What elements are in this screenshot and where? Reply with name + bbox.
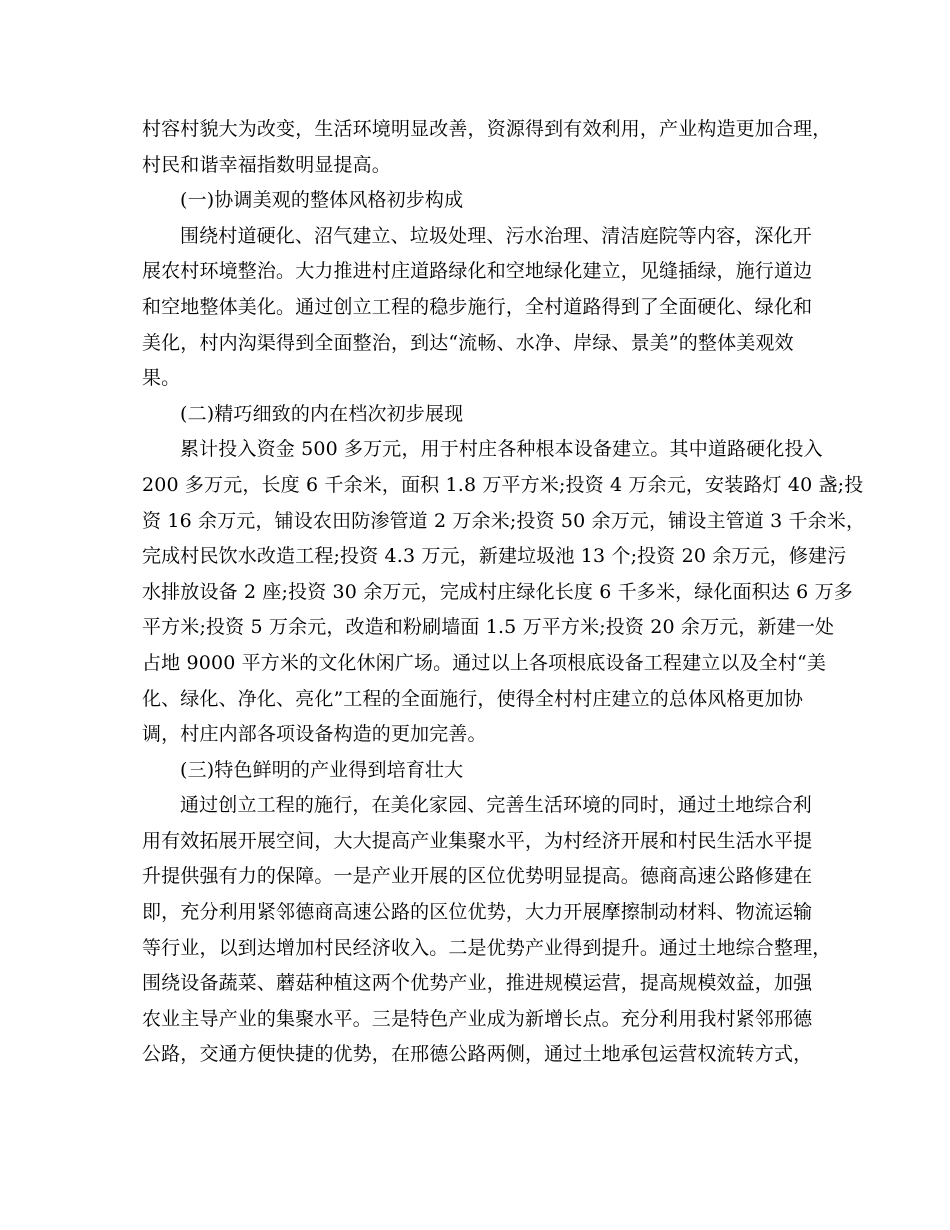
text-line: 农业主导产业的集聚水平。三是特色产业成为新增长点。充分利用我村紧邻邢德 (142, 1007, 813, 1030)
text-line: 围绕村道硬化、沼气建立、垃圾处理、污水治理、清洁庭院等内容，深化开 (180, 224, 812, 247)
section-heading: (二)精巧细致的内在档次初步展现 (180, 402, 464, 425)
text-line: 水排放设备 2 座;投资 30 余万元，完成村庄绿化长度 6 千多米，绿化面积达 6 万多 (142, 580, 853, 603)
text-line: 和空地整体美化。通过创立工程的稳步施行，全村道路得到了全面硬化、绿化和 (142, 295, 813, 318)
text-line: 村民和谐幸福指数明显提高。 (142, 153, 391, 176)
text-line: 等行业，以到达增加村民经济收入。二是优势产业得到提升。通过土地综合整理， (142, 936, 832, 959)
text-line: 累计投入资金 500 多万元，用于村庄各种根本设备建立。其中道路硬化投入 (180, 438, 823, 461)
document-body (142, 112, 866, 1073)
text-line: 资 16 余万元，铺设农田防渗管道 2 万余米;投资 50 余万元，铺设主管道 3 千余米， (142, 509, 866, 532)
text-line: 展农村环境整治。大力推进村庄道路绿化和空地绿化建立，见缝插绿，施行道边 (142, 260, 813, 283)
text-line: 平方米;投资 5 万余元，改造和粉刷墙面 1.5 万平方米;投资 20 余万元，新建一处 (142, 616, 835, 639)
text-line: 即，充分利用紧邻德商高速公路的区位优势，大力开展摩擦制动材料、物流运输 (142, 901, 813, 924)
text-line: 200 多万元，长度 6 千余米，面积 1.8 万平方米;投资 4 万余元，安装路灯 40 盏;投 (142, 473, 864, 496)
text-line: 调，村庄内部各项设备构造的更加完善。 (142, 723, 487, 746)
text-line: 果。 (142, 367, 181, 390)
text-line: 围绕设备蔬菜、蘑菇种植这两个优势产业，推进规模运营，提高规模效益，加强 (142, 972, 813, 995)
text-line: 美化，村内沟渠得到全面整治，到达“流畅、水净、岸绿、景美”的整体美观效 (142, 331, 794, 354)
text-line: 化、绿化、净化、亮化”工程的全面施行，使得全村村庄建立的总体风格更加协 (142, 687, 803, 710)
text-line: 占地 9000 平方米的文化休闲广场。通过以上各项根底设备工程建立以及全村“美 (142, 651, 826, 674)
text-line: 村容村貌大为改变，生活环境明显改善，资源得到有效利用，产业构造更加合理， (142, 118, 832, 140)
text-line: 用有效拓展开展空间，大大提高产业集聚水平，为村经济开展和村民生活水平提 (142, 829, 813, 852)
text-line: 完成村民饮水改造工程;投资 4.3 万元，新建垃圾池 13 个;投资 20 余万元，修建污 (142, 545, 847, 568)
section-heading: (一)协调美观的整体风格初步构成 (180, 189, 464, 212)
section-heading: (三)特色鲜明的产业得到培育壮大 (180, 758, 464, 781)
text-line: 公路，交通方便快捷的优势，在邢德公路两侧，通过土地承包运营权流转方式， (142, 1043, 813, 1066)
text-line: 升提供强有力的保障。一是产业开展的区位优势明显提高。德商高速公路修建在 (142, 865, 813, 888)
text-line: 通过创立工程的施行，在美化家园、完善生活环境的同时，通过土地综合利 (180, 794, 812, 817)
